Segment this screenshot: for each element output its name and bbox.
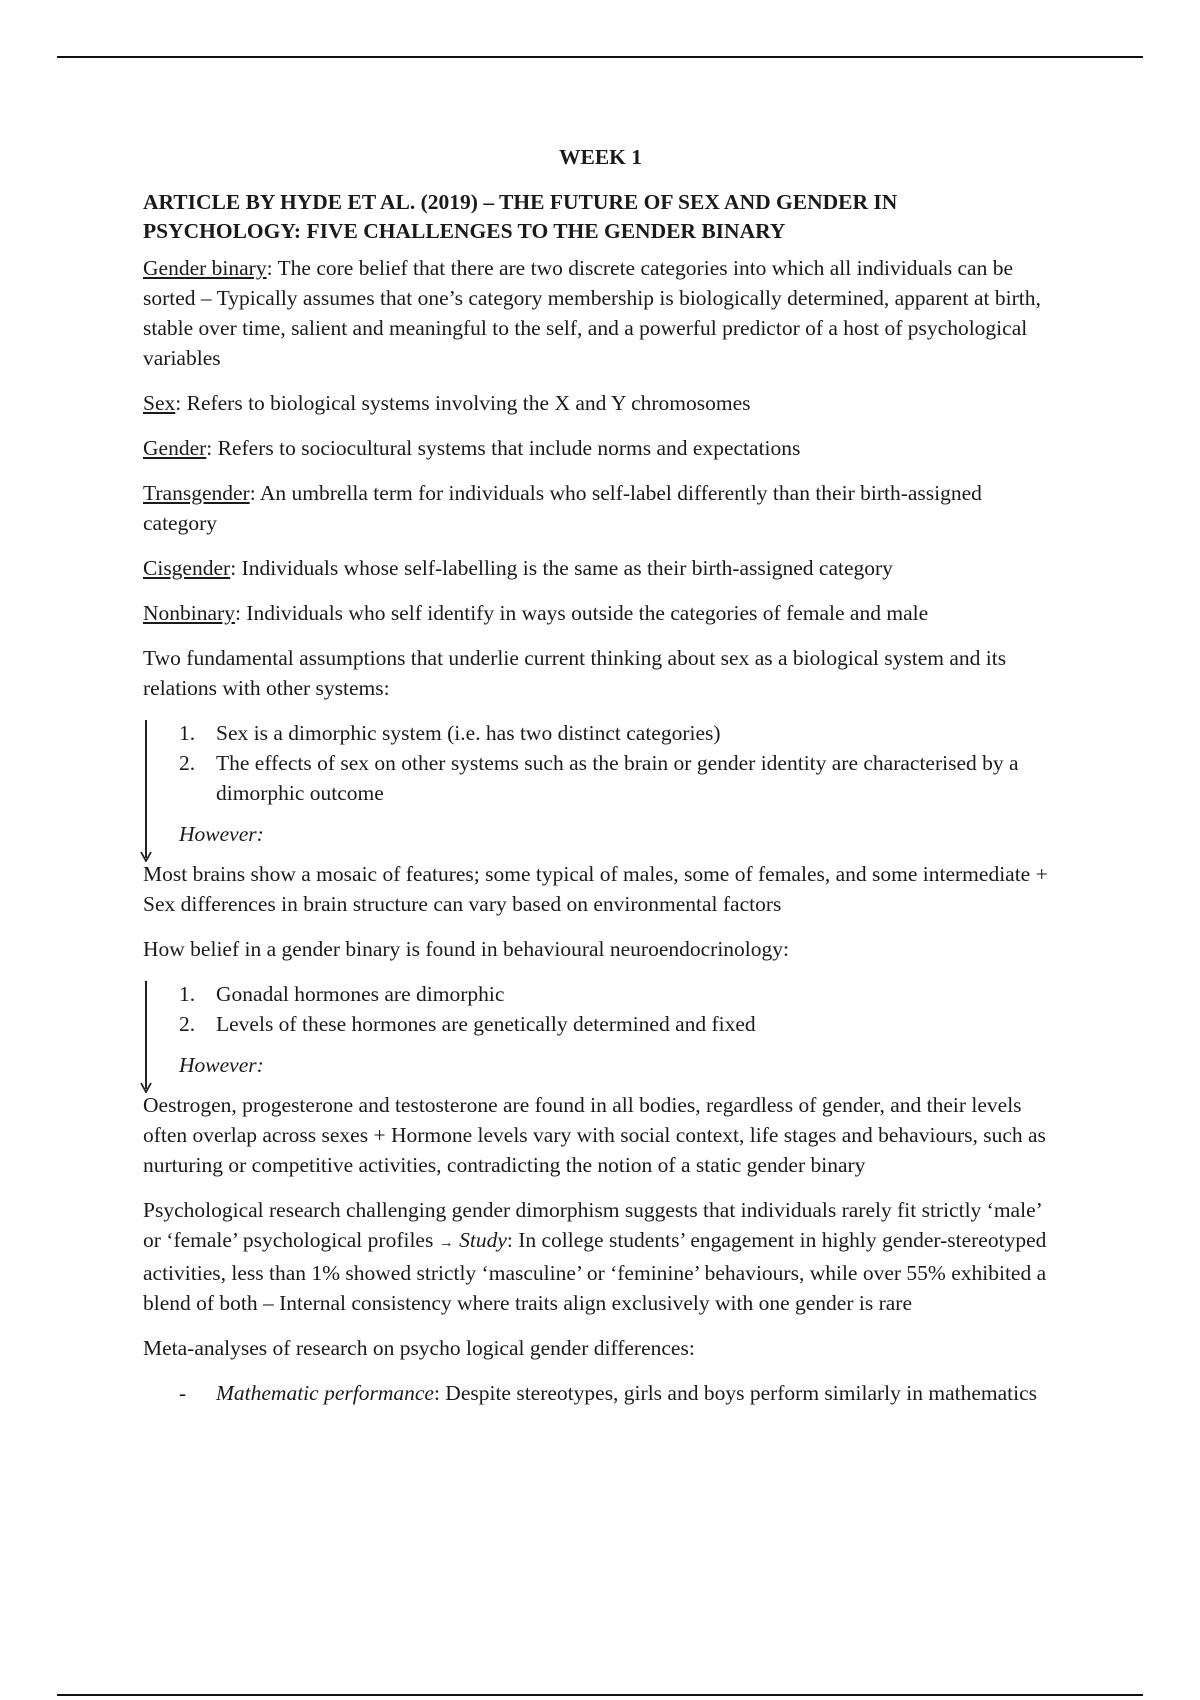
definition-cisgender xyxy=(143,553,1058,583)
meta-list xyxy=(143,1378,1058,1408)
definition-text: : An umbrella term for individuals who self-label differently than their birth-assigned category xyxy=(143,481,982,535)
list-item xyxy=(143,748,1058,808)
term: Nonbinary xyxy=(143,601,235,625)
list-number: 1. xyxy=(179,982,196,1006)
meta-intro: Meta-analyses of research on psycho logical gender differences: xyxy=(143,1336,695,1360)
list-item xyxy=(143,718,1058,748)
neuro-list xyxy=(143,979,1058,1039)
definition-transgender xyxy=(143,478,1058,538)
list-text: Sex is a dimorphic system (i.e. has two distinct categories) xyxy=(216,721,721,745)
definition-nonbinary xyxy=(143,598,1058,628)
top-rule xyxy=(57,56,1143,58)
list-text: Levels of these hormones are genetically determined and fixed xyxy=(216,1012,756,1036)
assumptions-flow xyxy=(143,718,1058,849)
list-number: 1. xyxy=(179,721,196,745)
page-heading: WEEK 1 xyxy=(558,145,643,169)
document-body xyxy=(143,142,1058,1408)
hormones-paragraph: Oestrogen, progesterone and testosterone are found in all bodies, regardless of gender, and their levels often overlap across sexes + Hormone levels vary with social context, life stages and behaviours, such as nurturing or competitive activities, contradicting the notion of a static gender binary xyxy=(143,1093,1046,1177)
list-item xyxy=(143,979,1058,1009)
term: Gender xyxy=(143,436,207,460)
brains-paragraph: Most brains show a mosaic of features; some typical of males, some of females, and some intermediate + Sex differences in brain structure can vary based on environmental factors xyxy=(143,862,1048,916)
definition-text: : Refers to biological systems involving the X and Y chromosomes xyxy=(175,391,751,415)
term: Sex xyxy=(143,391,176,415)
however-label: However: xyxy=(179,1053,264,1077)
term: Cisgender xyxy=(143,556,231,580)
psych-text: Psychological research challenging gender dimorphism suggests that individuals rarely fit strictly ‘male’ or ‘female’ psychological profiles xyxy=(143,1198,1042,1252)
list-item xyxy=(143,1009,1058,1039)
definition-text: : Refers to sociocultural systems that include norms and expectations xyxy=(206,436,801,460)
definition-gender xyxy=(143,433,1058,463)
study-text: : In college students’ engagement in highly gender-stereotyped activities, less than 1% showed strictly ‘masculine’ or ‘feminine’ behaviours, while over 55% exhibited a blend of both – Internal consistency where traits align exclusively with one gender is rare xyxy=(143,1228,1047,1315)
list-text: Gonadal hormones are dimorphic xyxy=(216,982,505,1006)
definition-gender-binary xyxy=(143,253,1058,373)
arrowhead-icon xyxy=(140,1081,152,1093)
psych-research-paragraph xyxy=(143,1195,1058,1318)
list-item xyxy=(143,1378,1058,1408)
bottom-rule xyxy=(57,1694,1143,1696)
article-title: ARTICLE BY HYDE ET AL. (2019) – THE FUTURE OF SEX AND GENDER IN PSYCHOLOGY: FIVE CHALLENGES TO THE GENDER BINARY xyxy=(143,190,898,243)
assumptions-list xyxy=(143,718,1058,808)
right-arrow-icon: → xyxy=(438,1235,454,1251)
assumptions-intro: Two fundamental assumptions that underlie current thinking about sex as a biological system and its relations with other systems: xyxy=(143,646,1007,700)
list-text: The effects of sex on other systems such as the brain or gender identity are characterised by a dimorphic outcome xyxy=(216,751,1019,805)
meta-item-label: Mathematic performance xyxy=(216,1381,434,1405)
dash-bullet: - xyxy=(179,1381,187,1405)
study-label: Study xyxy=(459,1228,507,1252)
term: Transgender xyxy=(143,481,250,505)
term: Gender binary xyxy=(143,256,267,280)
definition-sex xyxy=(143,388,1058,418)
neuro-flow xyxy=(143,979,1058,1080)
definition-text: : The core belief that there are two discrete categories into which all individuals can be sorted – Typically assumes that one’s category membership is biologically determined, apparent at birth, stable over time, salient and meaningful to the self, and a powerful predictor of a host of psychological variables xyxy=(143,256,1041,370)
list-number: 2. xyxy=(179,1012,196,1036)
definition-text: : Individuals whose self-labelling is the same as their birth-assigned category xyxy=(230,556,893,580)
arrowhead-icon xyxy=(140,850,152,862)
neuro-intro: How belief in a gender binary is found in behavioural neuroendocrinology: xyxy=(143,937,790,961)
however-label: However: xyxy=(179,822,264,846)
meta-item-text: : Despite stereotypes, girls and boys perform similarly in mathematics xyxy=(433,1381,1037,1405)
list-number: 2. xyxy=(179,751,196,775)
definition-text: : Individuals who self identify in ways outside the categories of female and male xyxy=(234,601,929,625)
